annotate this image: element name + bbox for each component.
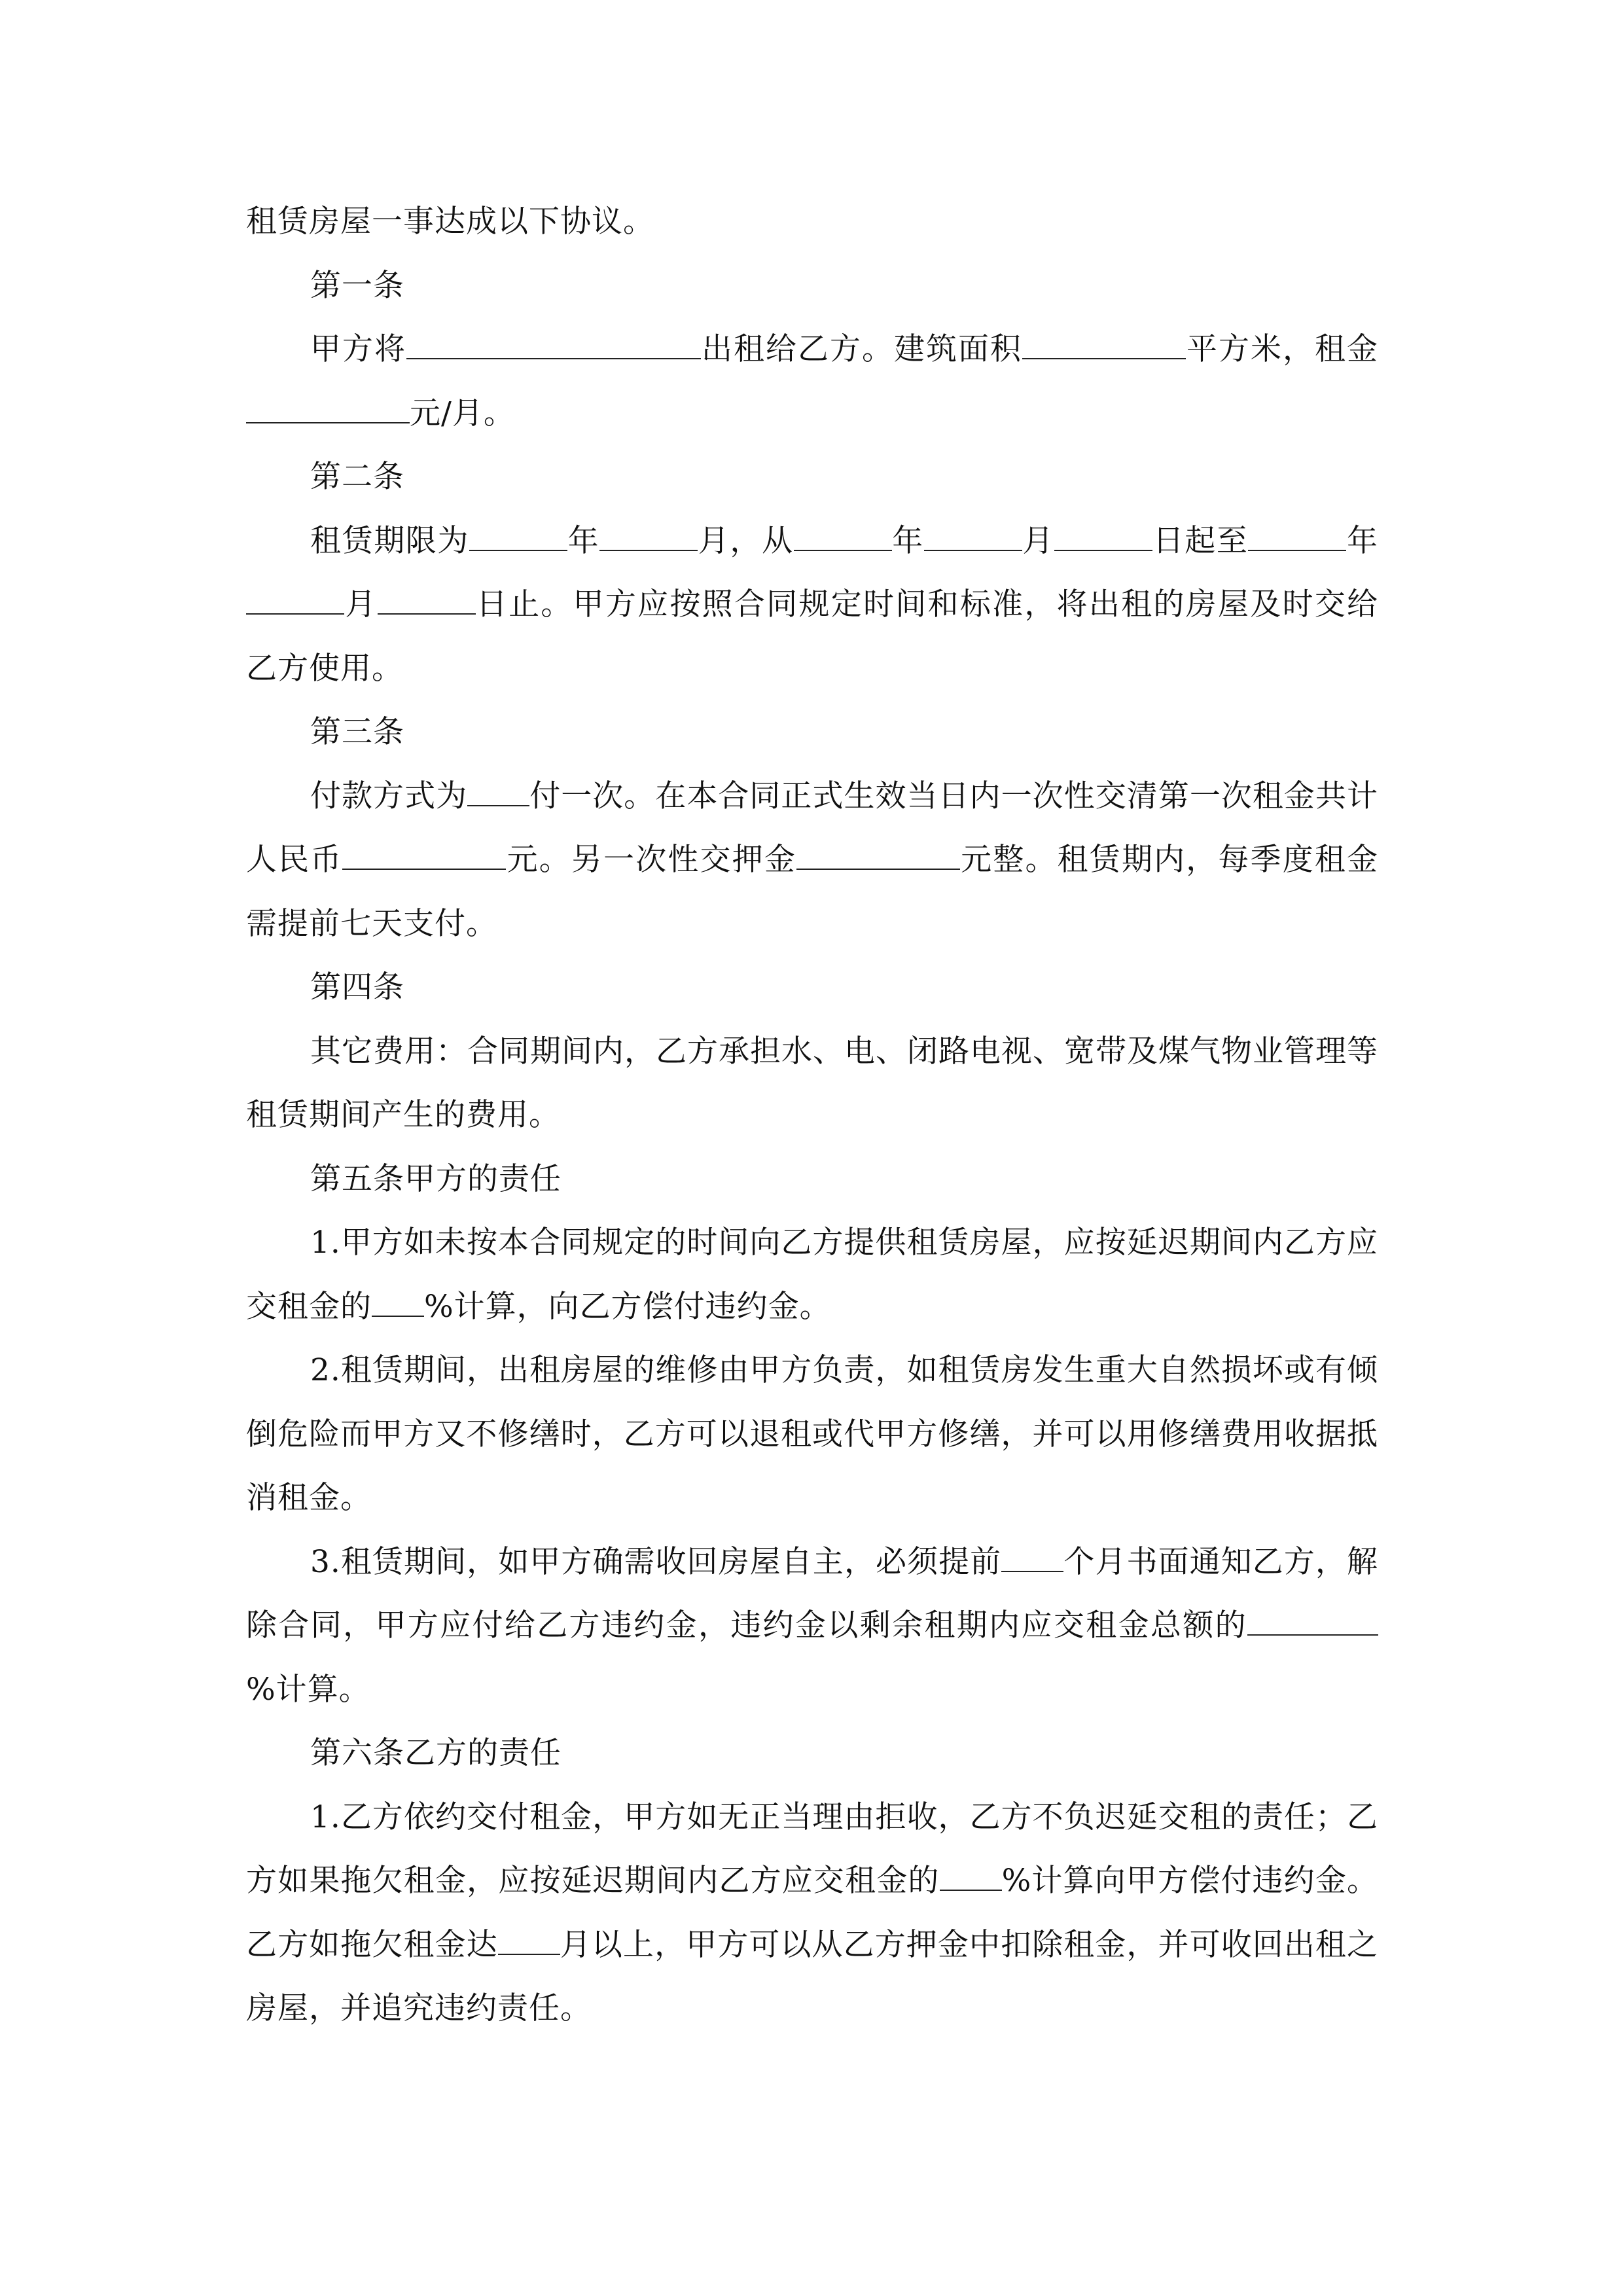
end-year-blank[interactable]: [1248, 524, 1346, 551]
article-3-title-text: 第三条: [310, 714, 404, 750]
intro-line: [246, 190, 1378, 254]
art5-1-text-b: %计算，向乙方偿付违约金。: [424, 1288, 831, 1325]
property-blank[interactable]: [406, 332, 701, 359]
article-3-title: [246, 700, 1378, 764]
art6-1-text-a: 1.乙方依约交付租金，甲方如无正当理由拒收，乙方不负迟延交租的责任；乙方如果拖欠租金，应按延迟期间内乙方应交租金的: [246, 1799, 1378, 1899]
article-6-title-text: 第六条乙方的责任: [310, 1735, 562, 1771]
art2-text-d: 年: [891, 522, 924, 559]
art2-text-h: 月: [344, 586, 378, 622]
article-5-item-1: [246, 1211, 1378, 1338]
payment-period-blank[interactable]: [467, 779, 529, 806]
art1-text-c: 平方米，租金: [1186, 331, 1378, 367]
art5-3-text-a: 3.租赁期间，如甲方确需收回房屋自主，必须提前: [310, 1543, 1002, 1580]
term-years-blank[interactable]: [469, 524, 567, 551]
art2-text-c: 月，从: [698, 522, 794, 559]
article-1-title: [246, 254, 1378, 318]
article-4-body: [246, 1020, 1378, 1147]
art3-text-a: 付款方式为: [310, 778, 468, 814]
article-2-title-text: 第二条: [310, 459, 404, 495]
arrears-months-blank[interactable]: [498, 1928, 560, 1955]
art6-1-text-b: %计算向甲方偿付违约金。乙方如拖欠租金达: [246, 1863, 1378, 1963]
start-year-blank[interactable]: [794, 524, 892, 551]
art2-text-g: 年: [1346, 522, 1379, 559]
article-6-item-1: [246, 1785, 1378, 2041]
article-3-body: [246, 764, 1378, 956]
art1-text-a: 甲方将: [310, 331, 406, 367]
art2-text-b: 年: [567, 522, 600, 559]
notice-months-blank[interactable]: [1001, 1545, 1063, 1572]
art4-text: 其它费用：合同期间内，乙方承担水、电、闭路电视、宽带及煤气物业管理等租赁期间产生的费用。: [246, 1033, 1378, 1133]
intro-text: 租赁房屋一事达成以下协议。: [246, 204, 654, 240]
art2-text-a: 租赁期限为: [310, 522, 469, 559]
document-body: [246, 190, 1378, 2041]
early-termination-rate-blank[interactable]: [1247, 1608, 1378, 1636]
article-5-item-2: [246, 1338, 1378, 1530]
article-1-body: [246, 317, 1378, 445]
article-2-body: [246, 509, 1378, 701]
article-5-item-3: [246, 1530, 1378, 1722]
article-1-title-text: 第一条: [310, 267, 404, 304]
rent-blank[interactable]: [246, 396, 410, 423]
art3-text-c: 元。另一次性交押金: [506, 842, 797, 878]
article-6-title: [246, 1721, 1378, 1785]
start-month-blank[interactable]: [924, 524, 1022, 551]
art6-1-text-c: 月以上，甲方可以从乙方押金中扣除租金，并可收回出租之房屋，并追究违约责任。: [246, 1926, 1379, 2026]
tenant-penalty-rate-blank[interactable]: [940, 1863, 1002, 1891]
art2-text-f: 日起至: [1152, 522, 1249, 559]
art5-1-text-a: 1.甲方如未按本合同规定的时间向乙方提供租赁房屋，应按延迟期间内乙方应交租金的: [246, 1225, 1378, 1325]
first-rent-blank[interactable]: [342, 842, 506, 870]
art5-3-text-c: %计算。: [246, 1671, 370, 1708]
article-2-title: [246, 445, 1378, 509]
art5-2-text: 2.租赁期间，出租房屋的维修由甲方负责，如租赁房发生重大自然损坏或有倾倒危险而甲方又不修缮时，乙方可以退租或代甲方修缮，并可以用修缮费用收据抵消租金。: [246, 1352, 1378, 1516]
art1-text-d: 元/月。: [410, 395, 515, 431]
end-month-blank[interactable]: [246, 587, 344, 615]
end-day-blank[interactable]: [378, 587, 476, 615]
deposit-blank[interactable]: [796, 842, 960, 870]
article-4-title-text: 第四条: [310, 969, 404, 1005]
landlord-penalty-rate-blank[interactable]: [372, 1289, 424, 1317]
article-5-title-text: 第五条甲方的责任: [310, 1160, 562, 1197]
art2-text-e: 月: [1022, 522, 1055, 559]
start-day-blank[interactable]: [1054, 524, 1152, 551]
art2-text-i: 日止。甲方应按照合同规定时间和标准，将出租的房屋及时交给乙方使用。: [246, 586, 1379, 687]
art3-text-b: 付一次。在本合同正式生效当日内一次性交清第一次租金共计人民币: [246, 778, 1378, 878]
art1-text-b: 出租给乙方。建筑面积: [701, 331, 1022, 367]
term-months-blank[interactable]: [599, 524, 698, 551]
art3-text-d: 元整。租赁期内，每季度租金需提前七天支付。: [246, 842, 1379, 942]
area-blank[interactable]: [1022, 332, 1186, 359]
art5-3-text-b: 个月书面通知乙方，解除合同，甲方应付给乙方违约金，违约金以剩余租期内应交租金总额的: [246, 1543, 1379, 1643]
article-4-title: [246, 956, 1378, 1020]
article-5-title: [246, 1147, 1378, 1211]
